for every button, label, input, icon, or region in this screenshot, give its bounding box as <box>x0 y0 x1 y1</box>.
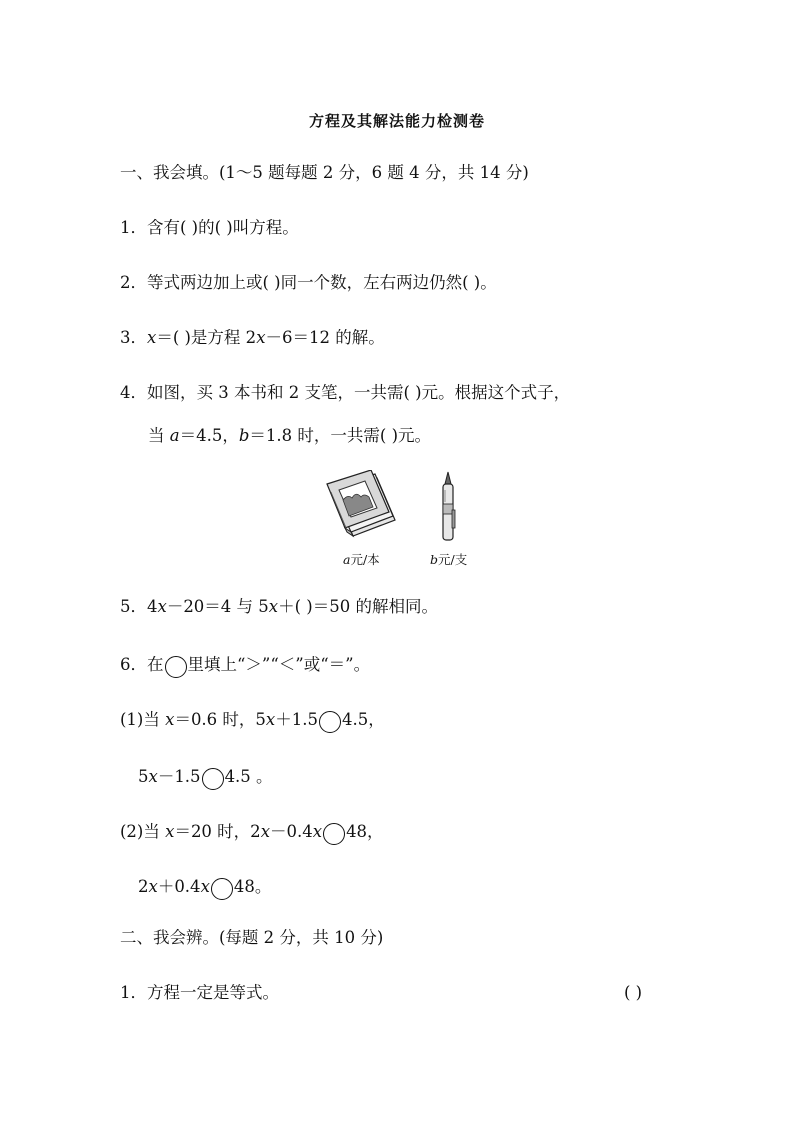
question-6-2-line1: (2)当 x＝20 时，2x－0.4x 48， <box>120 822 384 845</box>
answer-circle[interactable] <box>319 711 341 733</box>
question-6-2-line2: 2x＋0.4x 48。 <box>138 877 271 900</box>
book-illustration <box>325 470 400 549</box>
section2-question-1: 1．方程一定是等式。 <box>120 983 279 1002</box>
answer-blank[interactable]: ( ) <box>624 983 643 1002</box>
section1-heading: 一、我会填。(1～5 题每题 2 分，6 题 4 分，共 14 分) <box>120 163 529 182</box>
pen-illustration <box>437 470 459 549</box>
answer-circle[interactable] <box>323 823 345 845</box>
section2-heading: 二、我会辨。(每题 2 分，共 10 分) <box>120 928 384 947</box>
question-1: 1．含有( )的( )叫方程。 <box>120 218 299 237</box>
question-6: 6．在 里填上“＞”“＜”或“＝”。 <box>120 655 370 678</box>
question-4-line2: 当 a＝4.5，b＝1.8 时，一共需( )元。 <box>148 426 432 445</box>
question-3: 3．x＝( )是方程 2x－6＝12 的解。 <box>120 328 385 347</box>
book-caption: a元/本 <box>343 552 380 567</box>
question-5: 5．4x－20＝4 与 5x＋( )＝50 的解相同。 <box>120 597 438 616</box>
pen-caption: b元/支 <box>430 552 468 567</box>
answer-circle[interactable] <box>165 656 187 678</box>
question-2: 2．等式两边加上或( )同一个数，左右两边仍然( )。 <box>120 273 497 292</box>
answer-circle[interactable] <box>211 878 233 900</box>
question-6-1-line1: (1)当 x＝0.6 时，5x＋1.5 4.5， <box>120 710 385 733</box>
question-4-line1: 4．如图，买 3 本书和 2 支笔，一共需( )元。根据这个式子， <box>120 383 571 402</box>
page-title: 方程及其解法能力检测卷 <box>308 112 485 130</box>
answer-circle[interactable] <box>202 768 224 790</box>
question-6-1-line2: 5x－1.5 4.5 。 <box>138 767 273 790</box>
